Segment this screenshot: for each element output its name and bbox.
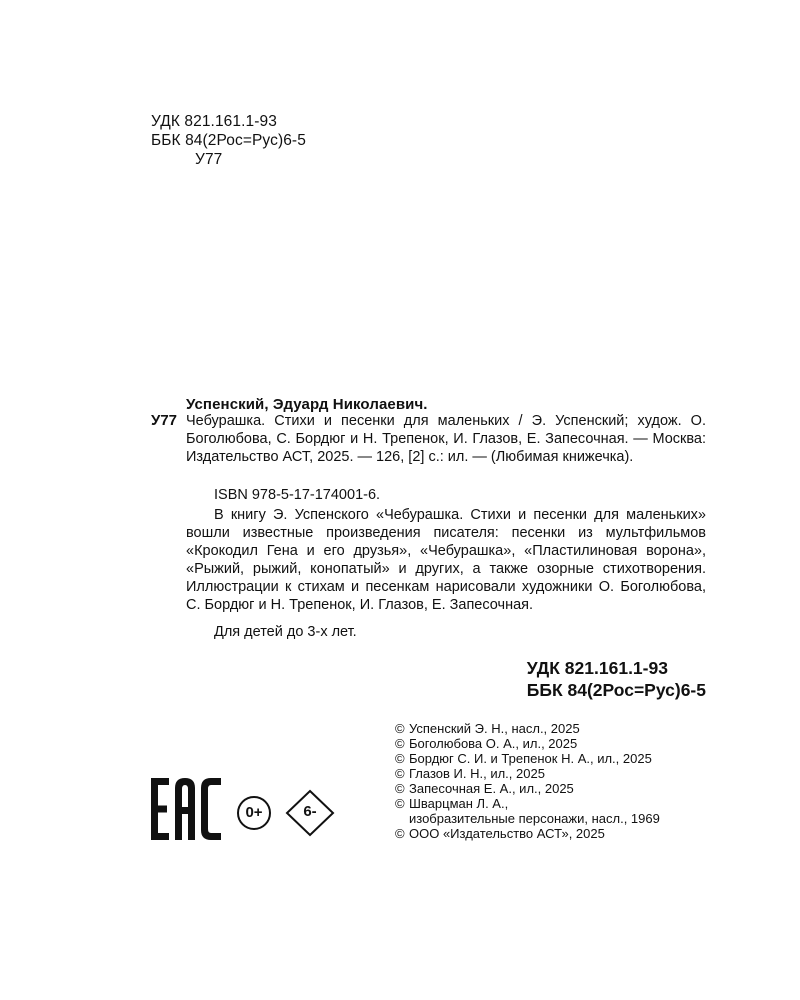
copyright-list [395,721,660,841]
top-bbk-code: ББК 84(2Рос=Рус)6-5 [151,132,306,149]
isbn: ISBN 978-5-17-174001-6. [214,487,381,503]
bold-udk-code: УДК 821.161.1-93 [526,658,668,678]
entry-author-code: У77 [151,412,178,429]
copyright-item: © Запесочная Е. А., ил., 2025 [395,781,574,796]
bold-classification-block [527,657,706,701]
bold-bbk-code: ББК 84(2Рос=Рус)6-5 [526,680,706,700]
copyright-item: © Шварцман Л. А., [395,796,509,811]
annotation-block [186,506,706,614]
copyright-item: © Успенский Э. Н., насл., 2025 [395,721,580,736]
copyright-item: © ООО «Издательство АСТ», 2025 [395,826,605,841]
bibliographic-description: Чебурашка. Стихи и песенки для маленьких / Э. Успенский; худож. О. Боголюбова, С. Бордюг и Н. Трепенок, И. Глазов, Е. Запесочная. — Москва: Издательство АСТ, 2025. — 126, [2] с.: ил. — (Любимая книжечка). [186,413,706,465]
age-rating-circle: 0+ [237,796,271,830]
age-rating-diamond-label: 6- [303,803,317,820]
copyright-item-continuation: изобразительные персонажи, насл., 1969 [409,811,660,826]
copyright-item: © Боголюбова О. А., ил., 2025 [395,736,578,751]
copyright-item: © Бордюг С. И. и Трепенок Н. А., ил., 2025 [395,751,652,766]
author-heading: Успенский, Эдуард Николаевич. [186,396,428,413]
age-note: Для детей до 3-х лет. [214,624,357,640]
top-author-code: У77 [195,151,223,168]
copyright-item: © Глазов И. Н., ил., 2025 [395,766,545,781]
top-classification-block [151,112,306,169]
top-udk-code: УДК 821.161.1-93 [151,113,277,130]
eac-mark-icon [151,778,221,840]
annotation-text: В книгу Э. Успенского «Чебурашка. Стихи и песенки для маленьких» вошли известные произведения писателя: песенки из мультфильмов «Крокодил Гена и его друзья», «Чебурашка», «Пластилиновая ворона», «Рыжий, рыжий, конопатый» и других, а также озорные стихотворения. Иллюстрации к стихам и песенкам нарисовали художники О. Боголюбова, С. Бордюг и Н. Трепенок, И. Глазов, Е. Запесочная. [186,507,706,613]
